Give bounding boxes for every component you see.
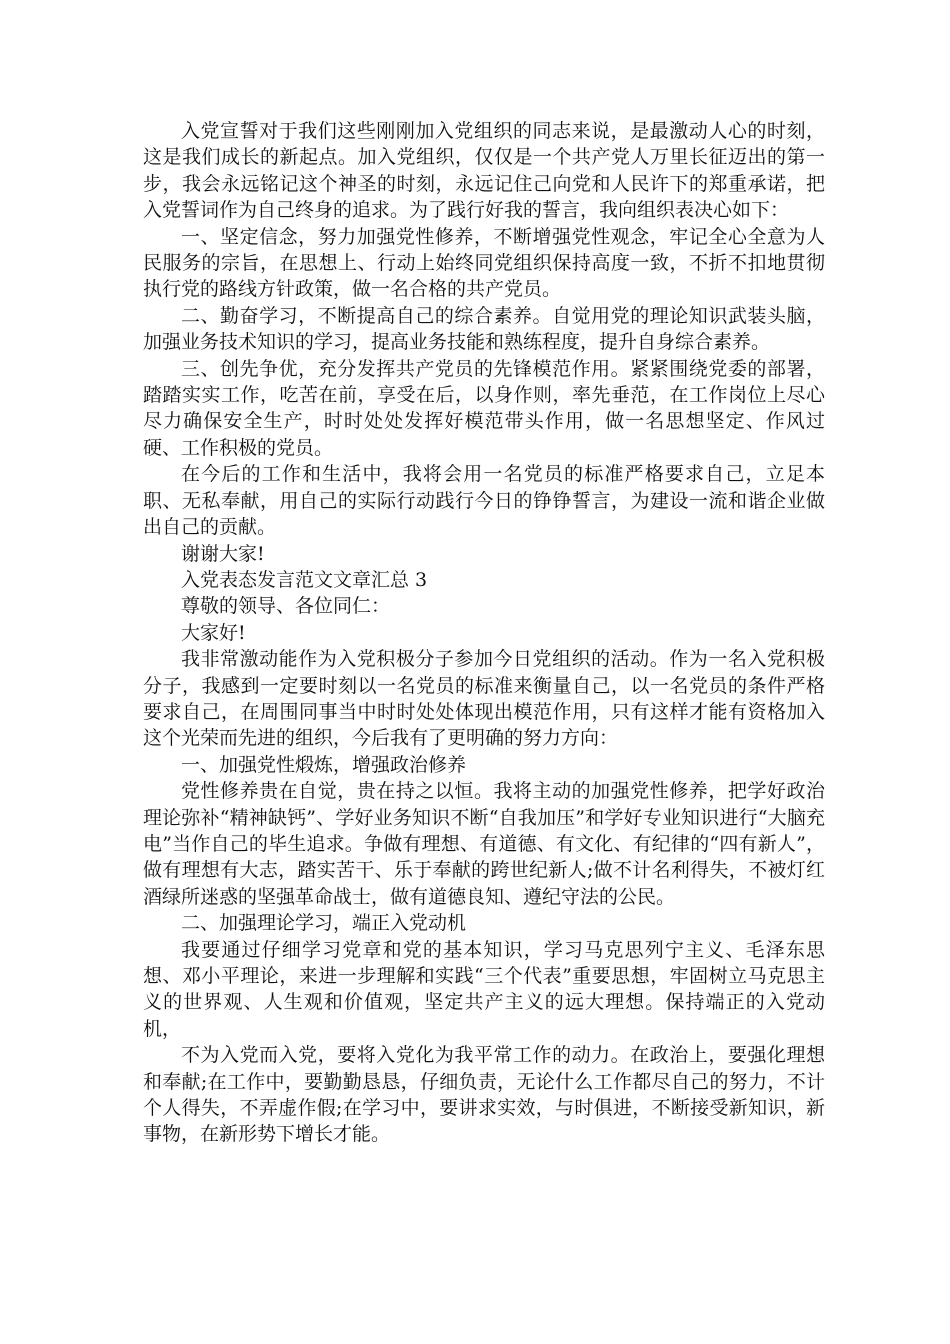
paragraph-thanks: 谢谢大家! bbox=[181, 542, 265, 565]
heading-party-spirit: 一、加强党性煅炼，增强政治修养 bbox=[181, 753, 467, 776]
salutation: 尊敬的领导、各位同仁： bbox=[181, 595, 391, 618]
paragraph-point-two: 二、勤奋学习，不断提高自己的综合素养。自觉用党的理论知识武装头脑，加强业务技术知识的学习，提高业务技能和熟练程度，提升自身综合素养。 bbox=[143, 304, 825, 354]
paragraph-motivation: 不为入党而入党，要将入党化为我平常工作的动力。在政治上，要强化理想和奉献;在工作中，要勤勤恳恳，仔细负责，无论什么工作都尽自己的努力，不计个人得失，不弄虚作假;在学习中，要讲求实效，与时俱进，不断接受新知识，新事物，在新形势下增长才能。 bbox=[143, 1044, 825, 1146]
heading-theory-study: 二、加强理论学习，端正入党动机 bbox=[181, 912, 467, 935]
paragraph-party-spirit: 党性修养贵在自觉，贵在持之以恒。我将主动的加强党性修养，把学好政治理论弥补“精神缺钙”、学好业务知识不断“自我加压”和学好专业知识进行“大脑充电”当作自己的毕生追求。争做有理想、有道德、有文化、有纪律的“四有新人”，做有理想有大志，踏实苦干、乐于奉献的跨世纪新人;做不计名利得失，不被灯红酒绿所迷惑的坚强革命战士，做有道德良知、遵纪守法的公民。 bbox=[143, 780, 825, 908]
greeting: 大家好! bbox=[181, 621, 246, 644]
document-page bbox=[143, 118, 825, 1148]
paragraph-oath-intro: 入党宣誓对于我们这些刚刚加入党组织的同志来说，是最激动人心的时刻，这是我们成长的新起点。加入党组织，仅仅是一个共产党人万里长征迈出的第一步，我会永远铭记这个神圣的时刻，永远记住己向党和人民许下的郑重承诺，把入党誓词作为自己终身的追求。为了践行好我的誓言，我向组织表决心如下： bbox=[143, 120, 825, 222]
paragraph-future: 在今后的工作和生活中，我将会用一名党员的标准严格要求自己，立足本职、无私奉献，用自己的实际行动践行今日的铮铮誓言，为建设一流和谐企业做出自己的贡献。 bbox=[143, 463, 825, 539]
paragraph-activist-intro: 我非常激动能作为入党积极分子参加今日党组织的活动。作为一名入党积极分子，我感到一定要时刻以一名党员的标准来衡量自己，以一名党员的条件严格要求自己，在周围同事当中时时处处体现出模范作用，只有这样才能有资格加入这个光荣而先进的组织，今后我有了更明确的努力方向： bbox=[143, 648, 825, 750]
section-title: 入党表态发言范文文章汇总 3 bbox=[181, 568, 428, 591]
paragraph-point-three: 三、创先争优，充分发挥共产党员的先锋模范作用。紧紧围绕党委的部署，踏踏实实工作，吃苦在前，享受在后，以身作则，率先垂范，在工作岗位上尽心尽力确保安全生产，时时处处发挥好模范带头作用，做一名思想坚定、作风过硬、工作积极的党员。 bbox=[143, 357, 825, 459]
paragraph-point-one: 一、坚定信念，努力加强党性修养，不断增强党性观念，牢记全心全意为人民服务的宗旨，在思想上、行动上始终同党组织保持高度一致，不折不扣地贯彻执行党的路线方针政策，做一名合格的共产党员。 bbox=[143, 225, 825, 301]
paragraph-theory-study: 我要通过仔细学习党章和党的基本知识，学习马克思列宁主义、毛泽东思想、邓小平理论，来进一步理解和实践“三个代表”重要思想，牢固树立马克思主义的世界观、人生观和价值观，坚定共产主义的远大理想。保持端正的入党动机， bbox=[143, 938, 825, 1040]
